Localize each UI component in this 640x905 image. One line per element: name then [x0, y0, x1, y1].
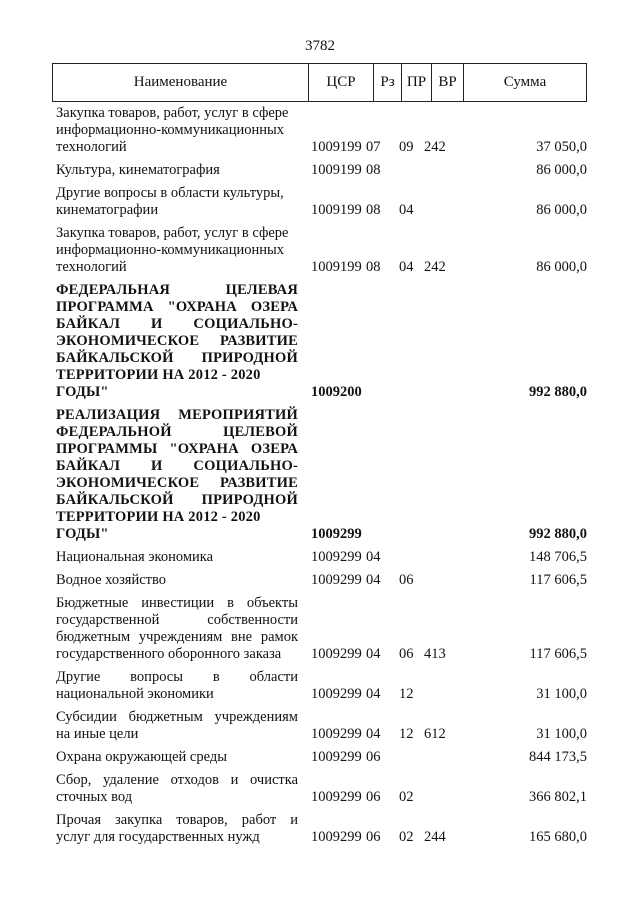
row-sum: 117 606,5 — [529, 646, 587, 662]
row-csr: 1009199 — [311, 162, 362, 178]
row-pr: 06 — [399, 646, 414, 662]
row-sum: 86 000,0 — [536, 162, 587, 178]
row-pr: 02 — [399, 829, 414, 845]
row-pr: 04 — [399, 202, 414, 218]
row-name-line: Охрана окружающей среды — [56, 749, 227, 765]
row-pr: 06 — [399, 572, 414, 588]
row-csr: 1009299 — [311, 549, 362, 565]
header-rz: Рз — [373, 64, 401, 101]
header-vr: ВР — [431, 64, 463, 101]
row-name-line: услуг для государственных нужд — [56, 829, 260, 845]
table-row — [52, 772, 587, 806]
row-name-line: технологий — [56, 259, 127, 275]
row-name-line: ТЕРРИТОРИИ НА 2012 - 2020 ГОДЫ" — [56, 509, 261, 542]
row-name-line: на иные цели — [56, 726, 139, 742]
row-name-line: Бюджетные инвестиции в объекты — [56, 595, 298, 611]
row-csr: 1009199 — [311, 202, 362, 218]
page-number: 3782 — [305, 38, 335, 54]
table-row — [52, 162, 587, 179]
row-csr: 1009200 — [311, 384, 362, 400]
row-name — [52, 549, 298, 566]
row-pr: 02 — [399, 789, 414, 805]
row-sum: 86 000,0 — [536, 259, 587, 275]
table-row — [52, 749, 587, 766]
row-name-line: РЕАЛИЗАЦИЯ МЕРОПРИЯТИЙ — [56, 407, 298, 423]
row-name-line: БАЙКАЛЬСКОЙ ПРИРОДНОЙ — [56, 492, 298, 508]
row-name-line: Культура, кинематография — [56, 162, 220, 178]
row-name-line: сточных вод — [56, 789, 133, 805]
table-header — [52, 63, 587, 102]
row-csr: 1009299 — [311, 686, 362, 702]
row-pr: 12 — [399, 726, 414, 742]
row-rz: 04 — [366, 572, 381, 588]
header-sum: Сумма — [463, 64, 587, 101]
row-rz: 06 — [366, 789, 381, 805]
table-row — [52, 812, 587, 846]
row-sum: 992 880,0 — [529, 384, 587, 400]
row-csr: 1009199 — [311, 259, 362, 275]
row-vr: 242 — [424, 139, 446, 155]
row-rz: 04 — [366, 726, 381, 742]
row-name-line: Субсидии бюджетным учреждениям — [56, 709, 298, 725]
table-row — [52, 225, 587, 276]
row-name — [52, 162, 298, 179]
row-name — [52, 595, 298, 663]
row-sum: 992 880,0 — [529, 526, 587, 542]
row-csr: 1009299 — [311, 646, 362, 662]
row-name — [52, 749, 298, 766]
row-rz: 04 — [366, 549, 381, 565]
table-row — [52, 595, 587, 663]
row-name-line: ФЕДЕРАЛЬНОЙ ЦЕЛЕВОЙ — [56, 424, 298, 440]
row-rz: 08 — [366, 202, 381, 218]
row-name — [52, 709, 298, 743]
row-name-line: Закупка товаров, работ, услуг в сфере — [56, 225, 289, 241]
row-name-line: информационно-коммуникационных — [56, 122, 285, 138]
row-name-line: национальной экономики — [56, 686, 214, 702]
row-name-line: БАЙКАЛ И СОЦИАЛЬНО- — [56, 458, 298, 474]
row-name — [52, 772, 298, 806]
row-csr: 1009299 — [311, 749, 362, 765]
row-name — [52, 572, 298, 589]
row-name-line: ПРОГРАММА "ОХРАНА ОЗЕРА — [56, 299, 298, 315]
table-row — [52, 282, 587, 401]
table-body — [52, 105, 587, 852]
row-name-line: Другие вопросы в области — [56, 669, 298, 685]
row-name-line: БАЙКАЛ И СОЦИАЛЬНО- — [56, 316, 298, 332]
row-name-line: ФЕДЕРАЛЬНАЯ ЦЕЛЕВАЯ — [56, 282, 298, 298]
row-sum: 844 173,5 — [529, 749, 587, 765]
row-rz: 08 — [366, 259, 381, 275]
row-name-line: ЭКОНОМИЧЕСКОЕ РАЗВИТИЕ — [56, 475, 298, 491]
table-row — [52, 105, 587, 156]
row-csr: 1009299 — [311, 789, 362, 805]
row-sum: 366 802,1 — [529, 789, 587, 805]
table-row — [52, 572, 587, 589]
row-vr: 244 — [424, 829, 446, 845]
row-name-line: кинематографии — [56, 202, 159, 218]
row-name — [52, 185, 298, 219]
row-sum: 165 680,0 — [529, 829, 587, 845]
table-row — [52, 669, 587, 703]
row-rz: 08 — [366, 162, 381, 178]
row-pr: 09 — [399, 139, 414, 155]
row-name-line: ЭКОНОМИЧЕСКОЕ РАЗВИТИЕ — [56, 333, 298, 349]
row-sum: 37 050,0 — [536, 139, 587, 155]
header-csr: ЦСР — [308, 64, 373, 101]
row-vr: 612 — [424, 726, 446, 742]
row-name — [52, 812, 298, 846]
row-name-line: Водное хозяйство — [56, 572, 167, 588]
row-name-line: Национальная экономика — [56, 549, 214, 565]
row-name — [52, 669, 298, 703]
row-name-line: государственной собственности — [56, 612, 298, 628]
row-pr: 12 — [399, 686, 414, 702]
row-name — [52, 225, 298, 276]
row-name-line: ТЕРРИТОРИИ НА 2012 - 2020 ГОДЫ" — [56, 367, 261, 400]
row-csr: 1009299 — [311, 829, 362, 845]
header-pr: ПР — [401, 64, 431, 101]
row-vr: 413 — [424, 646, 446, 662]
row-vr: 242 — [424, 259, 446, 275]
row-rz: 04 — [366, 686, 381, 702]
table-row — [52, 407, 587, 543]
row-rz: 06 — [366, 749, 381, 765]
row-rz: 04 — [366, 646, 381, 662]
table-row — [52, 185, 587, 219]
row-sum: 148 706,5 — [529, 549, 587, 565]
row-csr: 1009199 — [311, 139, 362, 155]
row-csr: 1009299 — [311, 726, 362, 742]
row-name-line: технологий — [56, 139, 127, 155]
row-name-line: бюджетным учреждениям вне рамок — [56, 629, 298, 645]
header-name: Наименование — [52, 64, 308, 101]
row-name-line: Закупка товаров, работ, услуг в сфере — [56, 105, 289, 121]
table-row — [52, 709, 587, 743]
row-sum: 117 606,5 — [529, 572, 587, 588]
row-pr: 04 — [399, 259, 414, 275]
row-name-line: БАЙКАЛЬСКОЙ ПРИРОДНОЙ — [56, 350, 298, 366]
row-name-line: государственного оборонного заказа — [56, 646, 282, 662]
row-csr: 1009299 — [311, 526, 362, 542]
row-sum: 31 100,0 — [536, 686, 587, 702]
row-name-line: информационно-коммуникационных — [56, 242, 285, 258]
table-row — [52, 549, 587, 566]
row-name-line: ПРОГРАММЫ "ОХРАНА ОЗЕРА — [56, 441, 298, 457]
row-sum: 86 000,0 — [536, 202, 587, 218]
row-name-line: Другие вопросы в области культуры, — [56, 185, 284, 201]
row-name — [52, 407, 298, 543]
row-csr: 1009299 — [311, 572, 362, 588]
row-name-line: Сбор, удаление отходов и очистка — [56, 772, 298, 788]
row-name — [52, 105, 298, 156]
row-sum: 31 100,0 — [536, 726, 587, 742]
row-rz: 06 — [366, 829, 381, 845]
row-name — [52, 282, 298, 401]
row-rz: 07 — [366, 139, 381, 155]
row-name-line: Прочая закупка товаров, работ и — [56, 812, 298, 828]
